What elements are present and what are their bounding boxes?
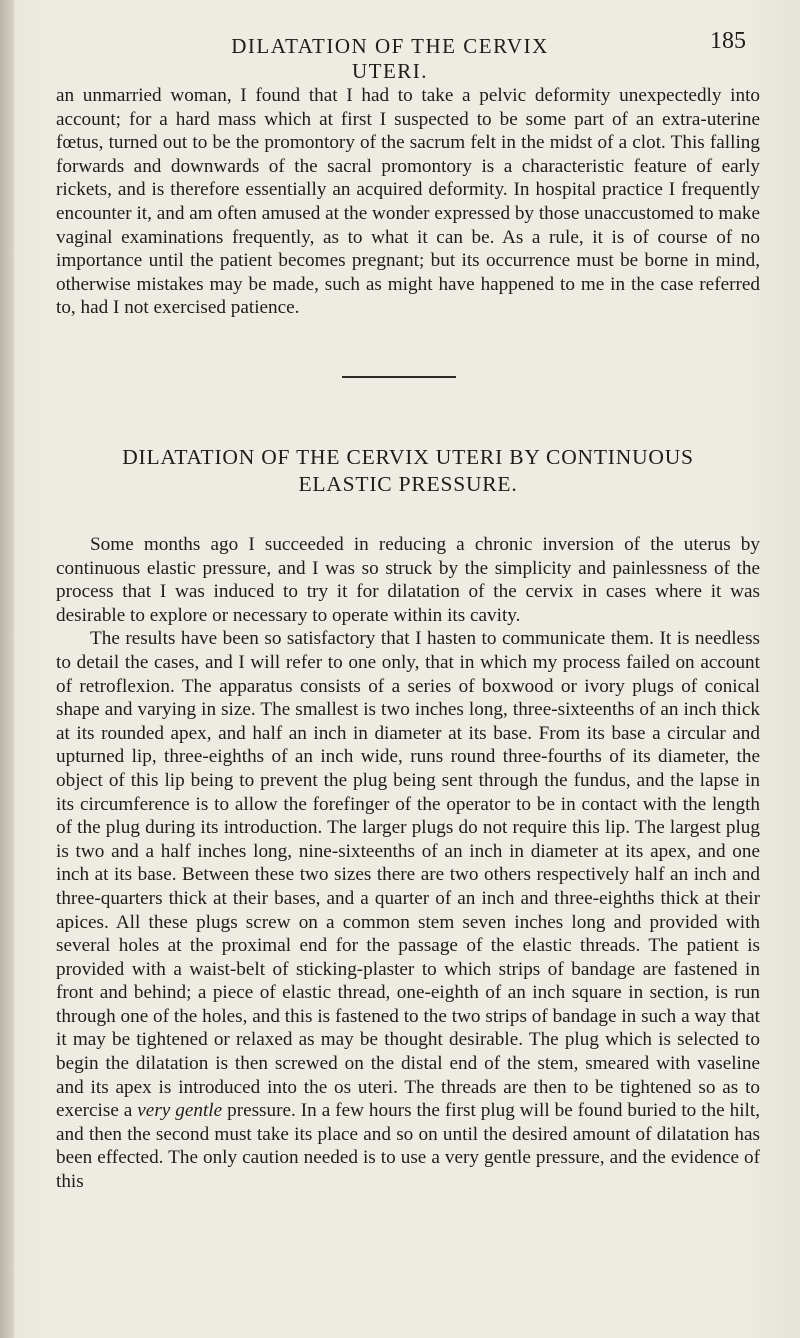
page-number: 185 (710, 28, 746, 54)
section-heading-line-1: DILATATION OF THE CERVIX UTERI BY CONTINUOUS (122, 445, 694, 469)
running-head (0, 28, 800, 83)
paragraph-1: Some months ago I succeeded in reducing a chronic inversion of the uterus by continuous elastic pressure, and I was so struck by the simplicity and painlessness of the process that I was induced to try it for dilatation of the cervix in cases where it was desirable to explore or necessary to operate within its cavity. (56, 534, 760, 626)
intro-paragraph-block (56, 84, 760, 320)
paragraph-2-text-b: pressure. In a few hours the first plug will be found buried to the hilt, and then the second must take its place and so on until the desired amount of dilatation has been effected. The only caution needed is to use a very gentle pressure, and the evidence of this (56, 1100, 760, 1193)
running-title: DILATATION OF THE CERVIX UTERI. (231, 34, 549, 83)
main-text-block (56, 533, 760, 1194)
paragraph-2-text-a: The results have been so satisfactory that I hasten to communicate them. It is needless to detail the cases, and I will refer to one only, that in which my process failed on account of retroflexion. The apparatus consists of a series of boxwood or ivory plugs of conical shape and varying in size. The smallest is two inches long, three-sixteenths of an inch thick at its rounded apex, and half an inch in diameter at its base. From its base a circular and upturned lip, three-eighths of an inch wide, runs round three-fourths of its diameter, the object of this lip being to prevent the plug being sent through the fundus, and the lapse in its circumference is to allow the forefinger of the operator to be in contact with the length of the plug during its introduction. The larger plugs do not require this lip. The largest plug is two and a half inches long, nine-sixteenths of an inch in diameter at its apex, and one inch at its base. Between these two sizes there are two others respectively half an inch and three-quarters thick at their bases, and a quarter of an inch and three-eighths thick at their apices. All these plugs screw on a common stem seven inches long and provided with several holes at the proximal end for the passage of the elastic threads. The patient is provided with a waist-belt of sticking-plaster to which strips of bandage are fastened in front and behind; a piece of elastic thread, one-eighth of an inch square in section, is run through one of the holes, and this is fastened to the two strips of bandage in such a way that it may be tightened or relaxed as may be thought desirable. The plug which is selected to begin the dilatation is then screwed on the distal end of the stem, smeared with vaseline and its apex is introduced into the os uteri. The threads are then to be tightened so as to exercise a (56, 628, 760, 1122)
paragraph-2-italic: very gentle (137, 1100, 223, 1122)
section-divider (342, 376, 456, 378)
page-gutter (0, 0, 14, 1338)
section-heading (56, 444, 760, 498)
intro-paragraph: an unmarried woman, I found that I had to take a pelvic deformity unexpectedly into account; for a hard mass which at first I suspected to be some part of an extra-uterine fœtus, turned out to be the promontory of the sacrum felt in the midst of a clot. This falling forwards and downwards of the sacral promontory is a characteristic feature of early rickets, and is therefore essentially an acquired deformity. In hospital practice I frequently encounter it, and am often amused at the wonder expressed by those unaccustomed to make vaginal examinations frequently, as to what it can be. As a rule, it is of course of no importance until the patient becomes pregnant; but its occurrence must be borne in mind, otherwise mistakes may be made, such as might have happened to me in the case referred to, had I not exercised patience. (56, 85, 760, 319)
section-heading-line-2: ELASTIC PRESSURE. (298, 472, 518, 496)
paragraph-2 (56, 627, 760, 1193)
